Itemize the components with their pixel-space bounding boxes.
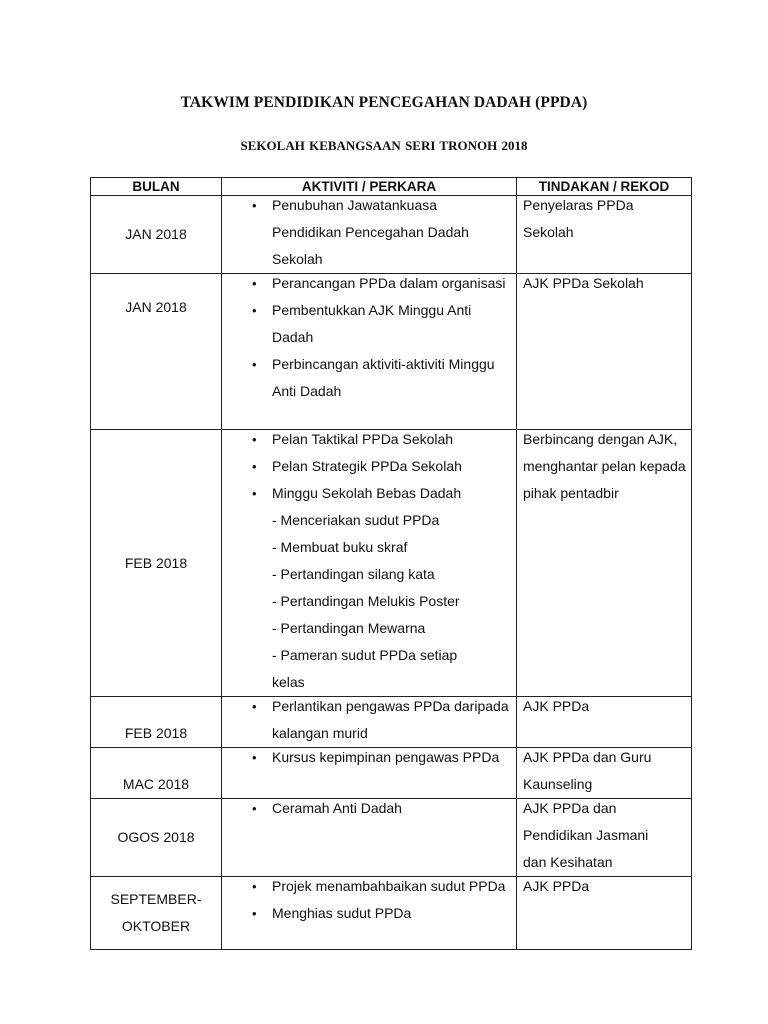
month-cell: FEB 2018: [91, 697, 222, 748]
month-cell: MAC 2018: [91, 748, 222, 799]
table-row: [91, 196, 692, 274]
activity-cell: [222, 196, 517, 274]
activity-subitem: - Membuat buku skraf: [272, 539, 408, 555]
activity-item: • Perancangan PPDa dalam organisasi: [222, 270, 516, 297]
action-text: AJK PPDa dan Guru Kaunseling: [523, 749, 652, 792]
activity-subitem: - Pertandingan Melukis Poster: [272, 593, 460, 609]
header-aktiviti: AKTIVITI / PERKARA: [222, 178, 517, 196]
action-text: AJK PPDa Sekolah: [523, 275, 644, 291]
month-cell: OGOS 2018: [91, 799, 222, 877]
table-row: [91, 697, 692, 748]
action-cell: [517, 430, 692, 697]
activity-item: • Penubuhan Jawatankuasa Pendidikan Pencegahan Dadah Sekolah: [222, 192, 516, 273]
table-row: [91, 799, 692, 877]
activity-item: • Kursus kepimpinan pengawas PPDa: [222, 744, 516, 771]
action-text: Berbincang dengan AJK, menghantar pelan kepada pihak pentadbir: [523, 431, 686, 501]
calendar-table: [90, 177, 692, 950]
month-cell: FEB 2018: [91, 430, 222, 697]
table-row: [91, 877, 692, 950]
document-subtitle: SEKOLAH KEBANGSAAN SERI TRONOH 2018: [240, 138, 528, 153]
header-tindakan: TINDAKAN / REKOD: [517, 178, 692, 196]
action-text: AJK PPDa: [523, 878, 590, 894]
activity-cell: [222, 799, 517, 877]
action-text: Penyelaras PPDa Sekolah: [523, 197, 634, 240]
activity-cell: [222, 877, 517, 950]
activity-cell: [222, 430, 517, 697]
document-title: TAKWIM PENDIDIKAN PENCEGAHAN DADAH (PPDA): [180, 94, 588, 111]
activity-item: • Projek menambahbaikan sudut PPDa: [222, 873, 516, 900]
activity-cell: [222, 697, 517, 748]
action-cell: [517, 877, 692, 950]
activity-item: • Pembentukkan AJK Minggu Anti Dadah: [222, 297, 516, 351]
table-row: [91, 274, 692, 430]
month-cell: JAN 2018: [91, 274, 222, 430]
action-text: AJK PPDa dan Pendidikan Jasmani dan Kesihatan: [523, 800, 649, 870]
activity-cell: [222, 274, 517, 430]
activity-item: • Perlantikan pengawas PPDa daripada kalangan murid: [222, 693, 516, 747]
action-cell: [517, 799, 692, 877]
activity-subitem: - Pertandingan silang kata: [272, 566, 435, 582]
activity-item: • Minggu Sekolah Bebas Dadah: [222, 480, 516, 507]
table-row: [91, 748, 692, 799]
activity-subitem: - Menceriakan sudut PPDa: [272, 512, 440, 528]
activity-cell: [222, 748, 517, 799]
action-text: AJK PPDa: [523, 698, 590, 714]
activity-item: • Perbincangan aktiviti-aktiviti Minggu Anti Dadah: [222, 351, 516, 405]
table-row: [91, 430, 692, 697]
action-cell: [517, 274, 692, 430]
activity-subitem: - Pameran sudut PPDa setiap kelas: [272, 647, 458, 690]
month-cell: JAN 2018: [91, 196, 222, 274]
activity-item: • Menghias sudut PPDa: [222, 900, 516, 927]
action-cell: [517, 697, 692, 748]
activity-item: • Pelan Strategik PPDa Sekolah: [222, 453, 516, 480]
action-cell: [517, 748, 692, 799]
activity-item: • Ceramah Anti Dadah: [222, 795, 516, 822]
activity-item: • Pelan Taktikal PPDa Sekolah: [222, 426, 516, 453]
month-cell: SEPTEMBER-OKTOBER: [91, 877, 222, 950]
activity-subitem: - Pertandingan Mewarna: [272, 620, 426, 636]
action-cell: [517, 196, 692, 274]
header-bulan: BULAN: [91, 178, 222, 196]
